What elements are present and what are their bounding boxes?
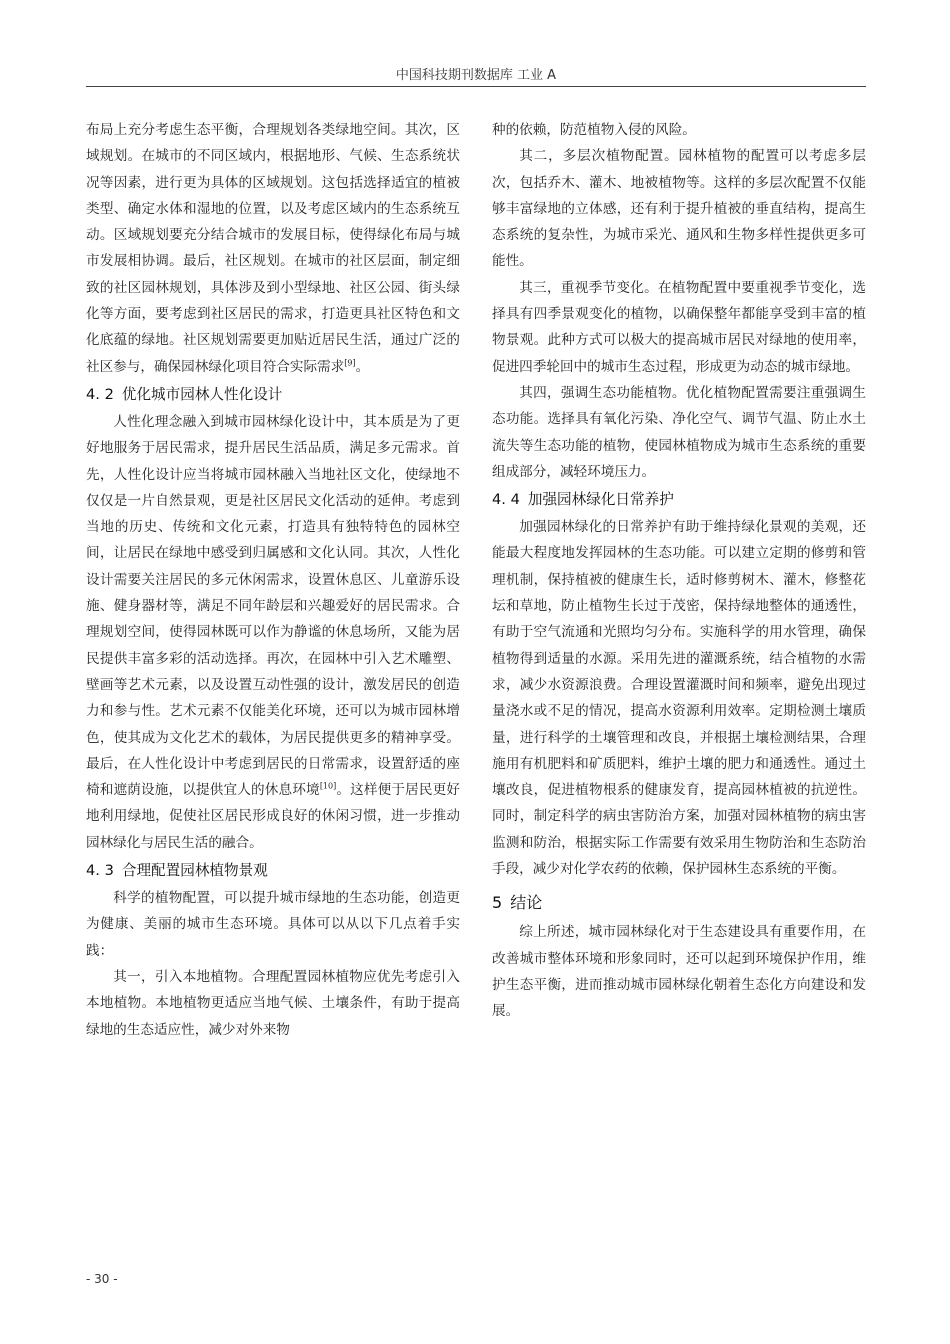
citation-ref-9: [9]	[344, 358, 356, 368]
paragraph-multilayer-plants: 其二，多层次植物配置。园林植物的配置可以考虑多层次，包括乔木、灌木、地被植物等。这样的多层次配置不仅能够丰富绿地的立体感，还有利于提升植被的垂直结构，提高生态系统的复杂性，为城市采光、通风和生物多样性提供更多可能性。	[492, 148, 866, 270]
paragraph-text-end: 。	[355, 358, 370, 375]
paragraph-text-end: 。这样便于居民更好地利用绿地，促使社区居民形成良好的休闲习惯，进一步推动园林绿化与居民生活的融合。	[86, 782, 461, 851]
section-title: 合理配置园林植物景观	[121, 862, 268, 880]
section-number: 5	[492, 893, 503, 913]
section-heading-4-4	[492, 487, 866, 513]
section-title: 结论	[510, 893, 543, 913]
paragraph-native-plants-cont: 种的依赖，防范植物入侵的风险。	[492, 122, 696, 138]
paragraph-humanized-design	[86, 409, 460, 856]
journal-header: 中国科技期刊数据库 工业 A	[395, 68, 557, 83]
section-title: 加强园林绿化日常养护	[527, 491, 674, 509]
paragraph-text: 布局上充分考虑生态平衡，合理规划各类绿地空间。其次，区域规划。在城市的不同区域内，根据地形、气候、生态系统状况等因素，进行更为具体的区域规划。这包括选择适宜的植被类型、确定水体和湿地的位置，以及考虑区域内的生态系统互动。区域规划要充分结合城市的发展目标，使得绿化布局与城市发展相协调。最后，社区规划。在城市的社区层面，制定细致的社区园林规划，具体涉及到小型绿地、社区公园、街头绿化等方面，要考虑到社区居民的需求，打造更具社区特色和文化底蕴的绿地。社区规划需要更加贴近居民生活，通过广泛的社区参与，确保园林绿化项目符合实际需求	[86, 122, 460, 375]
header-rule	[86, 86, 866, 87]
paragraph-plant-config-intro: 科学的植物配置，可以提升城市绿地的生态功能，创造更为健康、美丽的城市生态环境。具体可以从以下几点着手实践：	[86, 890, 460, 959]
paragraph-regional-planning	[86, 117, 460, 380]
left-column	[86, 117, 460, 1043]
page-number: - 30 -	[86, 1272, 118, 1286]
right-column	[492, 117, 866, 1025]
section-number: 4. 4	[492, 491, 520, 509]
section-heading-4-2	[86, 382, 460, 408]
paragraph-ecological-function: 其四，强调生态功能植物。优化植物配置需要注重强调生态功能。选择具有氧化污染、净化空气、调节气温、防止水土流失等生态功能的植物，使园林植物成为城市生态系统的重要组成部分，减轻环境压力。	[492, 384, 866, 480]
section-number: 4. 3	[86, 862, 114, 880]
paragraph-text: 人性化理念融入到城市园林绿化设计中，其本质是为了更好地服务于居民需求，提升居民生活品质，满足多元需求。首先，人性化设计应当将城市园林融入当地社区文化，使绿地不仅仅是一片自然景观，更是社区居民文化活动的延伸。考虑到当地的历史、传统和文化元素，打造具有独特特色的园林空间，让居民在绿地中感受到归属感和文化认同。其次，人性化设计需要关注居民的多元休闲需求，设置休息区、儿童游乐设施、健身器材等，满足不同年龄层和兴趣爱好的居民需求。合理规划空间，使得园林既可以作为静谧的休息场所，又能为居民提供丰富多彩的活动选择。再次，在园林中引入艺术雕塑、壁画等艺术元素，以及设置互动性强的设计，激发居民的创造力和参与性。艺术元素不仅能美化环境，还可以为城市园林增色，使其成为文化艺术的载体，为居民提供更多的精神享受。最后，在人性化设计中考虑到居民的日常需求，设置舒适的座椅和遮荫设施，以提供宜人的休息环境	[86, 413, 460, 799]
citation-ref-10: [10]	[319, 781, 337, 791]
paragraph-seasonal-change: 其三，重视季节变化。在植物配置中要重视季节变化，选择具有四季景观变化的植物，以确保整年都能享受到丰富的植物景观。此种方式可以极大的提高城市居民对绿地的使用率，促进四季轮回中的城市生态过程，形成更为动态的城市绿地。	[492, 279, 866, 375]
section-heading-5	[492, 888, 866, 918]
paragraph-conclusion: 综上所述，城市园林绿化对于生态建设具有重要作用，在改善城市整体环境和形象同时，还可以起到环境保护作用，维护生态平衡，进而推动城市园林绿化朝着生态化方向建设和发展。	[492, 924, 866, 1020]
section-number: 4. 2	[86, 385, 114, 403]
section-heading-4-3	[86, 858, 460, 884]
section-title: 优化城市园林人性化设计	[121, 385, 283, 403]
paragraph-daily-maintenance: 加强园林绿化的日常养护有助于维持绿化景观的美观，还能最大程度地发挥园林的生态功能。可以建立定期的修剪和管理机制，保持植被的健康生长，适时修剪树木、灌木，修整花坛和草地，防止植物生长过于茂密，保持绿地整体的通透性，有助于空气流通和光照均匀分布。实施科学的用水管理，确保植物得到适量的水源。采用先进的灌溉系统，结合植物的水需求，减少水资源浪费。合理设置灌溉时间和频率，避免出现过量浇水或不足的情况，提高水资源利用效率。定期检测土壤质量，进行科学的土壤管理和改良，并根据土壤检测结果，合理施用有机肥料和矿质肥料，维护土壤的肥力和通透性。通过土壤改良，促进植物根系的健康发育，提高园林植被的抗逆性。同时，制定科学的病虫害防治方案，加强对园林植物的病虫害监测和防治，根据实际工作需要有效采用生物防治和生态防治手段，减少对化学农药的依赖，保护园林生态系统的平衡。	[492, 519, 866, 878]
paragraph-native-plants: 其一，引入本地植物。合理配置园林植物应优先考虑引入本地植物。本地植物更适应当地气候、土壤条件，有助于提高绿地的生态适应性，减少对外来物	[86, 968, 460, 1038]
